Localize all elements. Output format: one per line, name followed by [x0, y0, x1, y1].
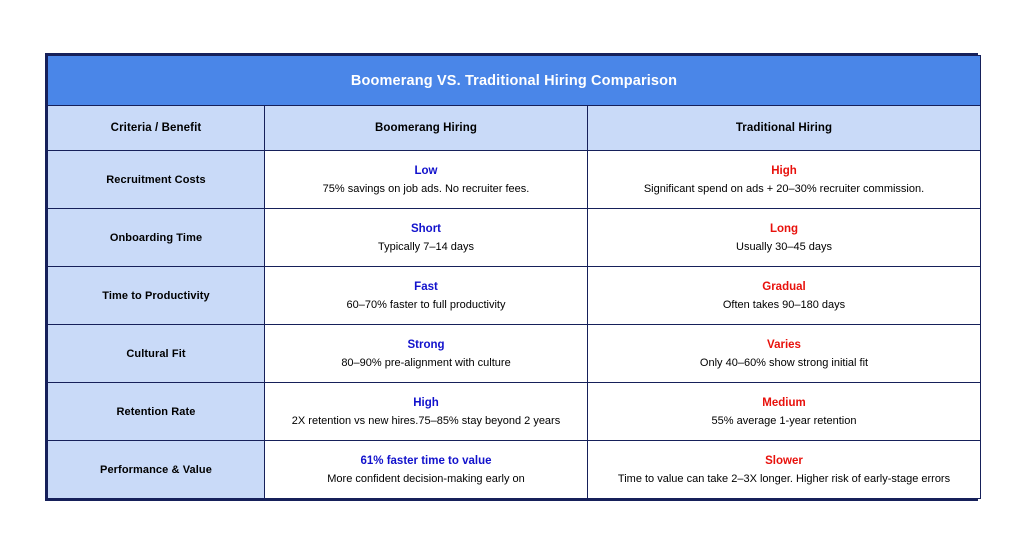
boomerang-detail: 60–70% faster to full productivity — [346, 298, 506, 311]
boomerang-detail: 80–90% pre-alignment with culture — [341, 356, 511, 369]
traditional-verdict: Varies — [767, 338, 801, 351]
table-row — [48, 383, 981, 441]
table-row — [48, 325, 981, 383]
row-criteria-label: Recruitment Costs — [48, 151, 265, 209]
traditional-verdict: Long — [769, 222, 799, 235]
traditional-verdict: Medium — [762, 396, 806, 409]
row-criteria-label: Onboarding Time — [48, 209, 265, 267]
traditional-detail: Only 40–60% show strong initial fit — [699, 356, 869, 369]
traditional-detail: Time to value can take 2–3X longer. Higher risk of early-stage errors — [617, 472, 951, 485]
row-boomerang-cell — [265, 209, 588, 267]
boomerang-detail: More confident decision-making early on — [327, 472, 525, 485]
table-header-row — [48, 106, 981, 151]
row-traditional-cell — [588, 151, 981, 209]
column-header-boomerang-hiring: Boomerang Hiring — [265, 106, 588, 151]
table-row — [48, 267, 981, 325]
row-criteria-label: Retention Rate — [48, 383, 265, 441]
row-boomerang-cell — [265, 325, 588, 383]
row-boomerang-cell — [265, 441, 588, 499]
boomerang-verdict: High — [413, 396, 439, 409]
boomerang-verdict: Low — [414, 164, 438, 177]
boomerang-verdict: 61% faster time to value — [360, 454, 492, 467]
row-criteria-label: Performance & Value — [48, 441, 265, 499]
traditional-detail: Significant spend on ads + 20–30% recruiter commission. — [643, 182, 925, 195]
boomerang-detail: Typically 7–14 days — [378, 240, 474, 253]
row-traditional-cell — [588, 209, 981, 267]
table-title: Boomerang VS. Traditional Hiring Comparison — [48, 56, 981, 106]
boomerang-verdict: Fast — [414, 280, 438, 293]
boomerang-verdict: Short — [410, 222, 442, 235]
row-criteria-label: Cultural Fit — [48, 325, 265, 383]
row-criteria-label: Time to Productivity — [48, 267, 265, 325]
table-row — [48, 209, 981, 267]
row-traditional-cell — [588, 267, 981, 325]
row-boomerang-cell — [265, 267, 588, 325]
table-title-row — [48, 56, 981, 106]
traditional-verdict: Gradual — [762, 280, 806, 293]
traditional-detail: Often takes 90–180 days — [722, 298, 846, 311]
comparison-table-container — [45, 53, 978, 501]
column-header-criteria: Criteria / Benefit — [48, 106, 265, 151]
boomerang-detail: 75% savings on job ads. No recruiter fees. — [322, 182, 530, 195]
boomerang-verdict: Strong — [407, 338, 445, 351]
row-boomerang-cell — [265, 151, 588, 209]
traditional-verdict: High — [771, 164, 797, 177]
table-body — [48, 56, 981, 499]
table-row — [48, 151, 981, 209]
comparison-table — [47, 55, 981, 499]
row-traditional-cell — [588, 325, 981, 383]
table-row — [48, 441, 981, 499]
traditional-detail: 55% average 1-year retention — [711, 414, 857, 427]
row-boomerang-cell — [265, 383, 588, 441]
traditional-detail: Usually 30–45 days — [736, 240, 833, 253]
row-traditional-cell — [588, 383, 981, 441]
row-traditional-cell — [588, 441, 981, 499]
column-header-traditional-hiring: Traditional Hiring — [588, 106, 981, 151]
traditional-verdict: Slower — [765, 454, 803, 467]
boomerang-detail: 2X retention vs new hires.75–85% stay beyond 2 years — [291, 414, 561, 427]
